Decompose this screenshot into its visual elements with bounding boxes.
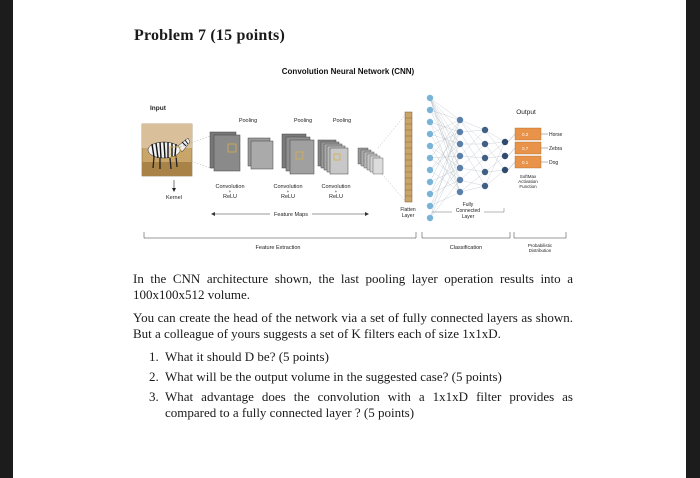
feature-map-group-3 [318,140,348,174]
conv-label-2-mid: + [286,189,290,194]
question-list [149,349,573,425]
conv-label-1-top: Convolution [215,184,245,190]
question-1-text: What it should D be? (5 points) [165,349,329,364]
feature-map-group-1 [210,132,273,171]
output-value-1: 0.2 [522,132,529,137]
conv-label-3-bottom: ReLU [328,194,344,200]
question-1 [149,349,573,365]
kernel-label: Kernel [166,195,182,201]
conv-label-1-mid: + [228,189,232,194]
input-image [142,124,192,176]
class-dog: Dog [549,160,559,166]
softmax-label-3: Function [519,184,537,189]
input-label: Input [150,105,166,112]
paragraph-2: You can create the head of the network via a set of fully connected layers as shown. But a colleague of yours suggests a set of K filters each of size 1x1xD. [133,310,573,341]
output-value-3: 0.1 [522,160,529,165]
question-3-number: 3. [149,389,159,404]
pooling-label-3: Pooling [332,118,352,124]
softmax-label-2: Activation [518,179,538,184]
fc-label-3: Layer [461,214,475,220]
question-2-text: What will be the output volume in the suggested case? (5 points) [165,369,502,384]
probabilistic-label-1: Probabilistic [527,243,553,248]
flatten-label-1: Flatten [400,207,416,213]
feature-maps-label: Feature Maps [274,212,308,218]
question-3-text: What advantage does the convolution with a 1x1xD filter provides as compared to a fully connected layer ? (5 points) [165,389,573,420]
cnn-diagram [130,62,580,262]
conv-label-2-top: Convolution [273,184,303,190]
probabilistic-label-2: Distribution [528,248,552,253]
feature-extraction-label: Feature Extraction [255,245,301,251]
output-label: Output [516,109,536,116]
feature-map-group-2 [282,134,314,174]
softmax-label-1: SoftMax [519,174,537,179]
right-border [686,0,700,478]
fc-connections [430,98,505,218]
fc-label-1: Fully [462,202,474,208]
pooling-label-1: Pooling [238,118,258,124]
question-1-number: 1. [149,349,159,364]
feature-map-group-4 [358,148,383,174]
flatten-layer [405,112,412,202]
paragraph-1: In the CNN architecture shown, the last pooling layer operation results into a 100x100x512 volume. [133,271,573,302]
conv-label-3-top: Convolution [321,184,351,190]
flatten-label-2: Layer [401,213,415,219]
conv-label-1-bottom: ReLU [222,194,238,200]
problem-title: Problem 7 (15 points) [134,27,286,44]
output-value-2: 0.7 [522,146,529,151]
left-border [0,0,13,478]
conv-label-3-mid: + [334,189,338,194]
diagram-title: Convolution Neural Network (CNN) [281,67,415,76]
class-horse: Horse [549,132,563,138]
pooling-label-2: Pooling [293,118,313,124]
classification-label: Classification [449,245,483,251]
question-2 [149,369,573,385]
conv-label-2-bottom: ReLU [280,194,296,200]
fc-label-2: Connected [455,208,481,214]
question-2-number: 2. [149,369,159,384]
class-zebra: Zebra [549,146,563,152]
question-3 [149,389,573,421]
